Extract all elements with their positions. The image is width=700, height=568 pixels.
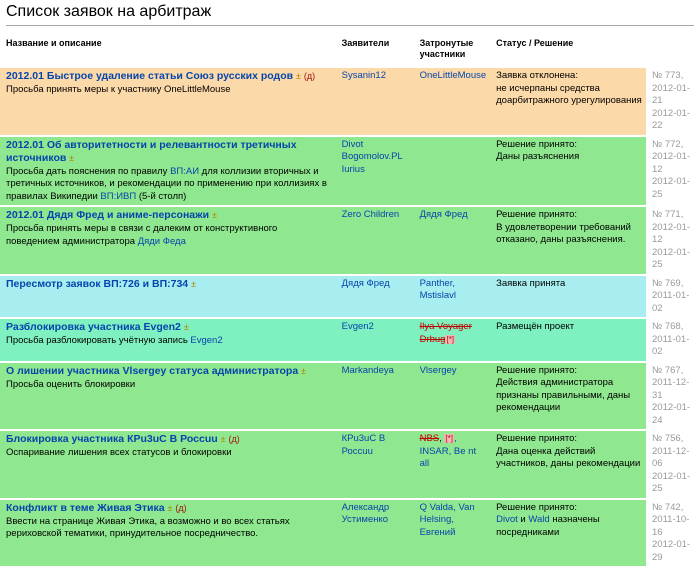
meta-line: № 769,	[652, 277, 684, 289]
request-title	[6, 278, 332, 291]
description-link[interactable]: Дяди Феда	[137, 235, 186, 247]
affected-user-struck[interactable]: NBS	[419, 433, 440, 444]
request-description	[6, 516, 332, 541]
affected-user-link[interactable]: Vlsergey	[419, 364, 457, 376]
meta-line: 2012-01-25	[652, 176, 691, 200]
applicant-link[interactable]: КРu3uС В	[341, 433, 386, 444]
status-text: Заявка принята	[496, 277, 566, 289]
cell-affected	[414, 363, 491, 430]
description-text: Просьба разблокировать учётную запись	[6, 335, 191, 346]
applicant-link[interactable]: Россuu	[341, 445, 373, 457]
request-title	[6, 139, 332, 165]
request-toggle-link[interactable]: ±	[296, 71, 301, 81]
cell-meta	[646, 363, 700, 430]
affected-tag[interactable]: [*]	[445, 434, 453, 443]
cell-status	[490, 431, 646, 498]
cell-status	[490, 363, 646, 430]
meta-line: № 773,	[652, 70, 684, 81]
cell-name	[0, 207, 336, 274]
meta-line: 2012-01-25	[652, 470, 691, 494]
applicant-link[interactable]: Bogomolov.PL	[341, 151, 403, 162]
meta-line: 2011-01-02	[652, 333, 690, 357]
table-row	[0, 68, 700, 135]
request-description	[6, 223, 332, 248]
cell-name	[0, 68, 336, 135]
table-row	[0, 137, 700, 206]
request-title	[6, 365, 332, 378]
cell-status	[490, 500, 646, 567]
applicant-link[interactable]: Markandeya	[341, 364, 394, 376]
table-row	[0, 276, 700, 318]
cell-name	[0, 319, 336, 361]
meta-line: 2011-10-16	[652, 514, 690, 538]
page-title: Список заявок на арбитраж	[6, 3, 212, 20]
status-heading: Решение принято:	[496, 364, 578, 376]
table-header-row	[0, 32, 700, 66]
cell-meta	[646, 319, 700, 361]
request-discussion-link[interactable]: (д)	[175, 502, 187, 513]
meta-line: № 742,	[652, 501, 684, 513]
table-row	[0, 363, 700, 430]
cell-status	[490, 137, 646, 206]
status-text: В удовлетворении требований отказано, даны разъяснения.	[496, 221, 631, 245]
meta-line: 2012-01-22	[652, 107, 691, 131]
meta-line: 2012-01-24	[652, 402, 691, 426]
meta-line: № 768,	[652, 321, 684, 332]
requests-table-body	[0, 68, 700, 566]
description-text: Просьба дать пояснения по правилу	[6, 165, 171, 177]
applicant-link[interactable]: Александр	[341, 501, 390, 513]
description-text: Просьба оценить блокировки	[6, 378, 136, 390]
meta-line: 2012-01-21	[652, 82, 691, 106]
status-text: Даны разъяснения	[496, 151, 580, 162]
affected-user-link[interactable]: Panther,	[419, 277, 455, 289]
cell-name	[0, 276, 336, 318]
meta-line: 2012-01-25	[652, 246, 691, 270]
request-number-link[interactable]: 2012.01	[6, 138, 44, 151]
table-row	[0, 319, 700, 361]
applicant-link[interactable]: Устименко	[341, 514, 389, 525]
cell-status	[490, 207, 646, 274]
table-row	[0, 207, 700, 274]
cell-applicants	[336, 500, 414, 567]
applicant-link[interactable]: Sysanin12	[341, 70, 386, 81]
cell-applicants	[336, 276, 414, 318]
request-toggle-link[interactable]: ±	[191, 278, 196, 289]
request-description	[6, 84, 332, 97]
status-text: Дана оценка действий участников, даны рекомендации	[496, 445, 641, 469]
affected-user-link[interactable]: OneLittleMouse	[419, 70, 487, 81]
request-title-link[interactable]: Блокировка участника КРu3uС В Россuu	[6, 433, 218, 445]
request-title	[6, 502, 332, 515]
header-name: Название и описание	[6, 38, 102, 48]
cell-meta	[646, 431, 700, 498]
header-applicants: Заявители	[341, 38, 390, 48]
status-heading: Решение принято:	[496, 501, 578, 513]
header-affected: Затронутые участники	[419, 38, 474, 59]
status-fragment: назначены посредниками	[496, 514, 600, 538]
request-title-link[interactable]: Конфликт в теме Живая Этика	[6, 501, 165, 514]
status-text	[496, 514, 642, 539]
request-description	[6, 379, 332, 392]
cell-affected	[414, 431, 491, 498]
affected-user-link[interactable]: , INSAR, Be nt all	[419, 433, 477, 469]
affected-user-link[interactable]: Mstislavl	[419, 290, 457, 301]
cell-meta	[646, 207, 700, 274]
header-status: Статус / Решение	[496, 38, 574, 48]
affected-user-link[interactable]: Q Valda, Van	[419, 501, 475, 513]
applicant-link[interactable]: Zero Children	[341, 209, 400, 220]
cell-applicants	[336, 68, 414, 135]
meta-line: № 771,	[652, 209, 684, 220]
request-toggle-link[interactable]: ±	[211, 210, 217, 220]
affected-user-struck[interactable]: Ilya Voyager	[419, 321, 472, 332]
status-text: Действия администратора признаны правильными, даны рекомендации	[496, 377, 631, 413]
cell-name	[0, 363, 336, 430]
affected-tag[interactable]: [*]	[446, 334, 455, 344]
cell-affected	[414, 500, 491, 567]
affected-user-link[interactable]: Дядя Фред	[419, 209, 468, 220]
title-divider	[6, 25, 694, 26]
cell-affected	[414, 68, 491, 135]
description-text: (5-й столп)	[136, 190, 187, 202]
description-text: Оспаривание лишения всех статусов и блокировки	[6, 447, 232, 458]
status-link[interactable]: Divot	[496, 514, 518, 525]
request-toggle-link[interactable]: ±	[183, 322, 189, 332]
status-heading: Заявка отклонена:	[496, 70, 578, 81]
affected-user-link[interactable]: Евгений	[419, 526, 456, 538]
cell-affected	[414, 137, 491, 206]
meta-line: 2012-01-12	[652, 151, 691, 175]
cell-status	[490, 276, 646, 318]
request-title	[6, 209, 332, 222]
request-title-link[interactable]: Дядя Фред и аниме-персонажи	[46, 209, 210, 221]
cell-name	[0, 431, 336, 498]
cell-affected	[414, 276, 491, 318]
meta-line: 2011-12-06	[652, 445, 690, 469]
affected-separator: ,	[439, 433, 445, 444]
request-title	[6, 433, 332, 446]
requests-table	[0, 30, 700, 568]
cell-status	[490, 68, 646, 135]
cell-affected	[414, 319, 491, 361]
request-description	[6, 166, 332, 204]
header-meta	[646, 32, 700, 66]
description-text: для коллизии вторичных и третичных источников, и рекомендации по применению при коллизиях в правилах Википедии	[6, 165, 327, 202]
request-title-link[interactable]: О лишении участника Vlsergey статуса администратора	[6, 364, 299, 377]
status-heading: Решение принято:	[496, 433, 578, 444]
meta-line: 2011-01-02	[652, 290, 690, 314]
description-link[interactable]: ВП:АИ	[170, 165, 200, 177]
meta-line: № 756,	[652, 433, 684, 444]
request-number-link[interactable]: 2012.01	[6, 209, 44, 221]
cell-applicants	[336, 137, 414, 206]
cell-applicants	[336, 207, 414, 274]
request-title-link[interactable]: Разблокировка участника Evgen2	[6, 321, 181, 333]
request-toggle-link[interactable]: ±	[167, 502, 173, 513]
description-link[interactable]: ВП:ИВП	[100, 190, 137, 202]
cell-status	[490, 319, 646, 361]
request-discussion-link[interactable]: (д)	[228, 434, 240, 444]
description-link[interactable]: Evgen2	[190, 335, 223, 346]
request-title-link[interactable]: Быстрое удаление статьи Союз русских родов	[46, 70, 294, 82]
cell-meta	[646, 68, 700, 135]
status-text: Размещён проект	[496, 321, 575, 332]
affected-user-struck[interactable]: Drbug	[419, 333, 446, 345]
status-heading: Решение принято:	[496, 138, 578, 150]
description-text: Просьба принять меры в связи с далеким от конструктивного поведением администратора	[6, 223, 278, 247]
applicant-link[interactable]: Дядя Фред	[341, 277, 390, 289]
request-description	[6, 447, 332, 460]
table-row	[0, 431, 700, 498]
meta-line: 2012-01-29	[652, 539, 691, 563]
request-title-link[interactable]: Об авторитетности и релевантности третичных источников	[6, 138, 297, 164]
applicant-link[interactable]: Iurius	[341, 163, 365, 175]
status-text: не исчерпаны средства доарбитражного урегулирования	[496, 82, 642, 106]
meta-line: 2012-01-12	[652, 221, 691, 245]
cell-affected	[414, 207, 491, 274]
request-title	[6, 321, 332, 334]
cell-meta	[646, 276, 700, 318]
request-title	[6, 70, 332, 83]
cell-meta	[646, 137, 700, 206]
description-text: Просьба принять меры к участнику OneLittleMouse	[6, 84, 231, 95]
request-toggle-link[interactable]: ±	[301, 365, 307, 376]
request-title-link[interactable]: Пересмотр заявок ВП:726 и ВП:734	[6, 277, 189, 290]
status-heading: Решение принято:	[496, 209, 578, 220]
cell-name	[0, 137, 336, 206]
cell-applicants	[336, 431, 414, 498]
meta-line: № 772,	[652, 138, 684, 150]
meta-line: № 767,	[652, 364, 684, 376]
request-number-link[interactable]: 2012.01	[6, 70, 44, 82]
status-fragment: и	[517, 514, 529, 525]
cell-applicants	[336, 363, 414, 430]
request-toggle-link[interactable]: ±	[69, 152, 75, 163]
applicant-link[interactable]: Evgen2	[341, 321, 374, 332]
cell-name	[0, 500, 336, 567]
applicant-link[interactable]: Divot	[341, 138, 364, 150]
request-description	[6, 335, 332, 348]
request-discussion-link[interactable]: (д)	[303, 71, 316, 81]
request-toggle-link[interactable]: ±	[220, 434, 226, 444]
meta-line: 2011-12-31	[652, 377, 690, 401]
description-text: Ввести на странице Живая Этика, а возможно и во всех статьях рериховской тематики, принудительное посредничество.	[6, 515, 290, 539]
table-row	[0, 500, 700, 567]
status-link[interactable]: Wald	[528, 514, 550, 525]
affected-user-link[interactable]: Helsing,	[419, 514, 454, 525]
cell-applicants	[336, 319, 414, 361]
cell-meta	[646, 500, 700, 567]
